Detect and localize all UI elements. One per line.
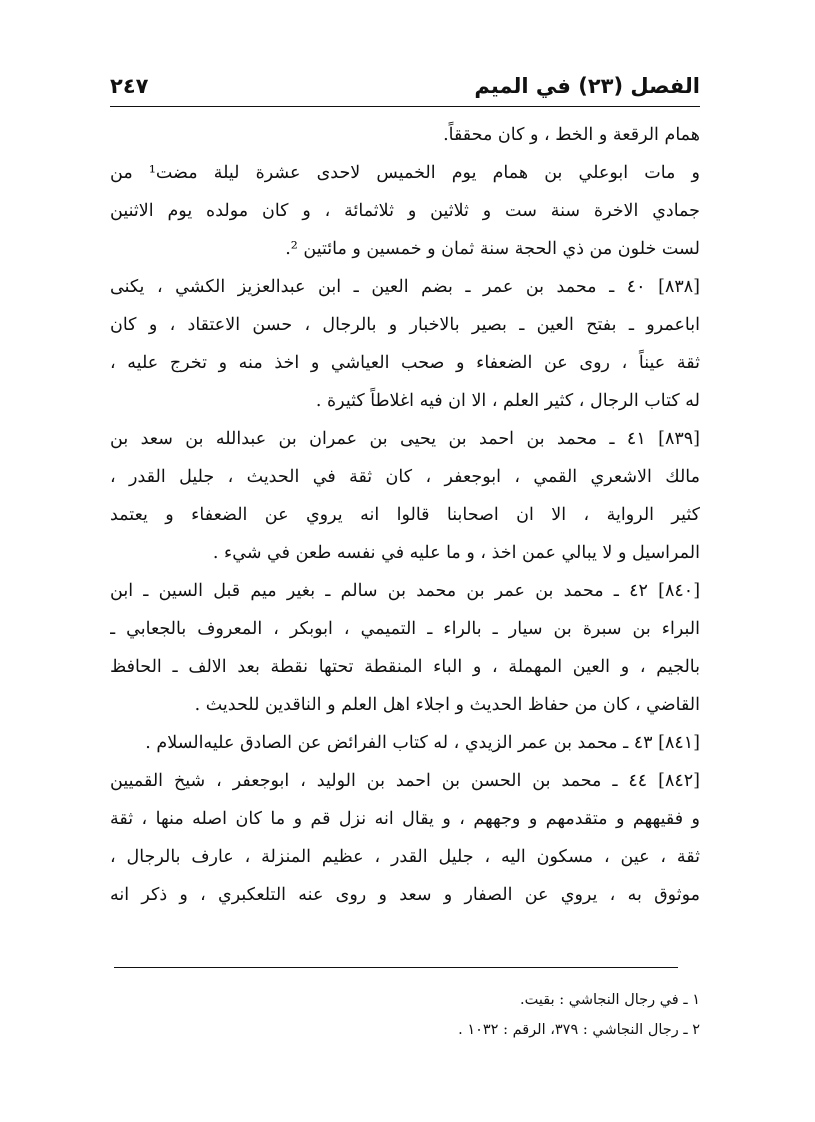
body-line: البراء بن سبرة بن سيار ـ بالراء ـ التميمي ، ابوبكر ، المعروف بالجعابي ـ	[110, 619, 700, 639]
body-line: [٨٤٢] ٤٤ ـ محمد بن الحسن بن احمد بن الوليد ، ابوجعفر ، شيخ القميين	[110, 771, 700, 791]
footnote-divider	[114, 967, 678, 968]
body-line: همام الرقعة و الخط ، و كان محققاً.	[443, 125, 700, 145]
body-line: [٨٣٩] ٤١ ـ محمد بن احمد بن يحيى بن عمران بن عبدالله بن سعد بن	[110, 429, 700, 449]
body-line: القاضي ، كان من حفاظ الحديث و اجلاء اهل العلم و الناقدين للحديث .	[194, 695, 700, 715]
body-line: لست خلون من ذي الحجة سنة ثمان و خمسين و مائتين ².	[285, 239, 700, 259]
body-line: [٨٣٨] ٤٠ ـ محمد بن عمر ـ بضم العين ـ ابن عبدالعزيز الكشي ، يكنى	[110, 277, 700, 297]
body-line: موثوق به ، يروي عن الصفار و سعد و روى عنه التلعكبري ، و ذكر انه	[110, 885, 700, 905]
footnote: ١ ـ في رجال النجاشي : بقيت.	[520, 992, 700, 1008]
body-line: له كتاب الرجال ، كثير العلم ، الا ان فيه اغلاطاً كثيرة .	[315, 391, 700, 411]
chapter-title: الفصل (٢٣) في الميم	[474, 74, 700, 98]
body-line: جمادي الاخرة سنة ست و ثلاثين و ثلاثمائة ، و كان مولده يوم الاثنين	[110, 201, 700, 221]
footnotes	[110, 985, 700, 1045]
body-text	[110, 116, 700, 914]
header-divider	[110, 106, 700, 107]
body-line: و فقيههم و متقدمهم و وجههم ، و يقال انه نزل قم و ما كان اصله منها ، ثقة	[110, 809, 700, 829]
page-number: ٢٤٧	[110, 74, 149, 98]
body-line: مالك الاشعري القمي ، ابوجعفر ، كان ثقة في الحديث ، جليل القدر ،	[110, 467, 700, 487]
body-line: [٨٤٠] ٤٢ ـ محمد بن عمر بن محمد بن سالم ـ بغير ميم قبل السين ـ ابن	[110, 581, 700, 601]
body-line: المراسيل و لا يبالي عمن اخذ ، و ما عليه في نفسه طعن في شيء .	[212, 543, 700, 563]
body-line: ثقة عيناً ، روى عن الضعفاء و صحب العياشي و اخذ منه و تخرج عليه ،	[110, 353, 700, 373]
body-line: [٨٤١] ٤٣ ـ محمد بن عمر الزيدي ، له كتاب الفرائض عن الصادق عليه‌السلام .	[145, 733, 700, 753]
body-line: اباعمرو ـ بفتح العين ـ بصير بالاخبار و بالرجال ، حسن الاعتقاد ، و كان	[110, 315, 700, 335]
body-line: بالجيم ، و العين المهملة ، و الباء المنقطة تحتها نقطة بعد الالف ـ الحافظ	[110, 657, 700, 677]
running-header	[110, 74, 700, 104]
body-line: و مات ابوعلي بن همام يوم الخميس لاحدى عشرة ليلة مضت¹ من	[110, 163, 700, 183]
body-line: ثقة ، عين ، مسكون اليه ، جليل القدر ، عظيم المنزلة ، عارف بالرجال ،	[110, 847, 700, 867]
body-line: كثير الرواية ، الا ان اصحابنا قالوا انه يروي عن الضعفاء و يعتمد	[110, 505, 700, 525]
footnote: ٢ ـ رجال النجاشي : ٣٧٩، الرقم : ١٠٣٢ .	[458, 1022, 700, 1038]
